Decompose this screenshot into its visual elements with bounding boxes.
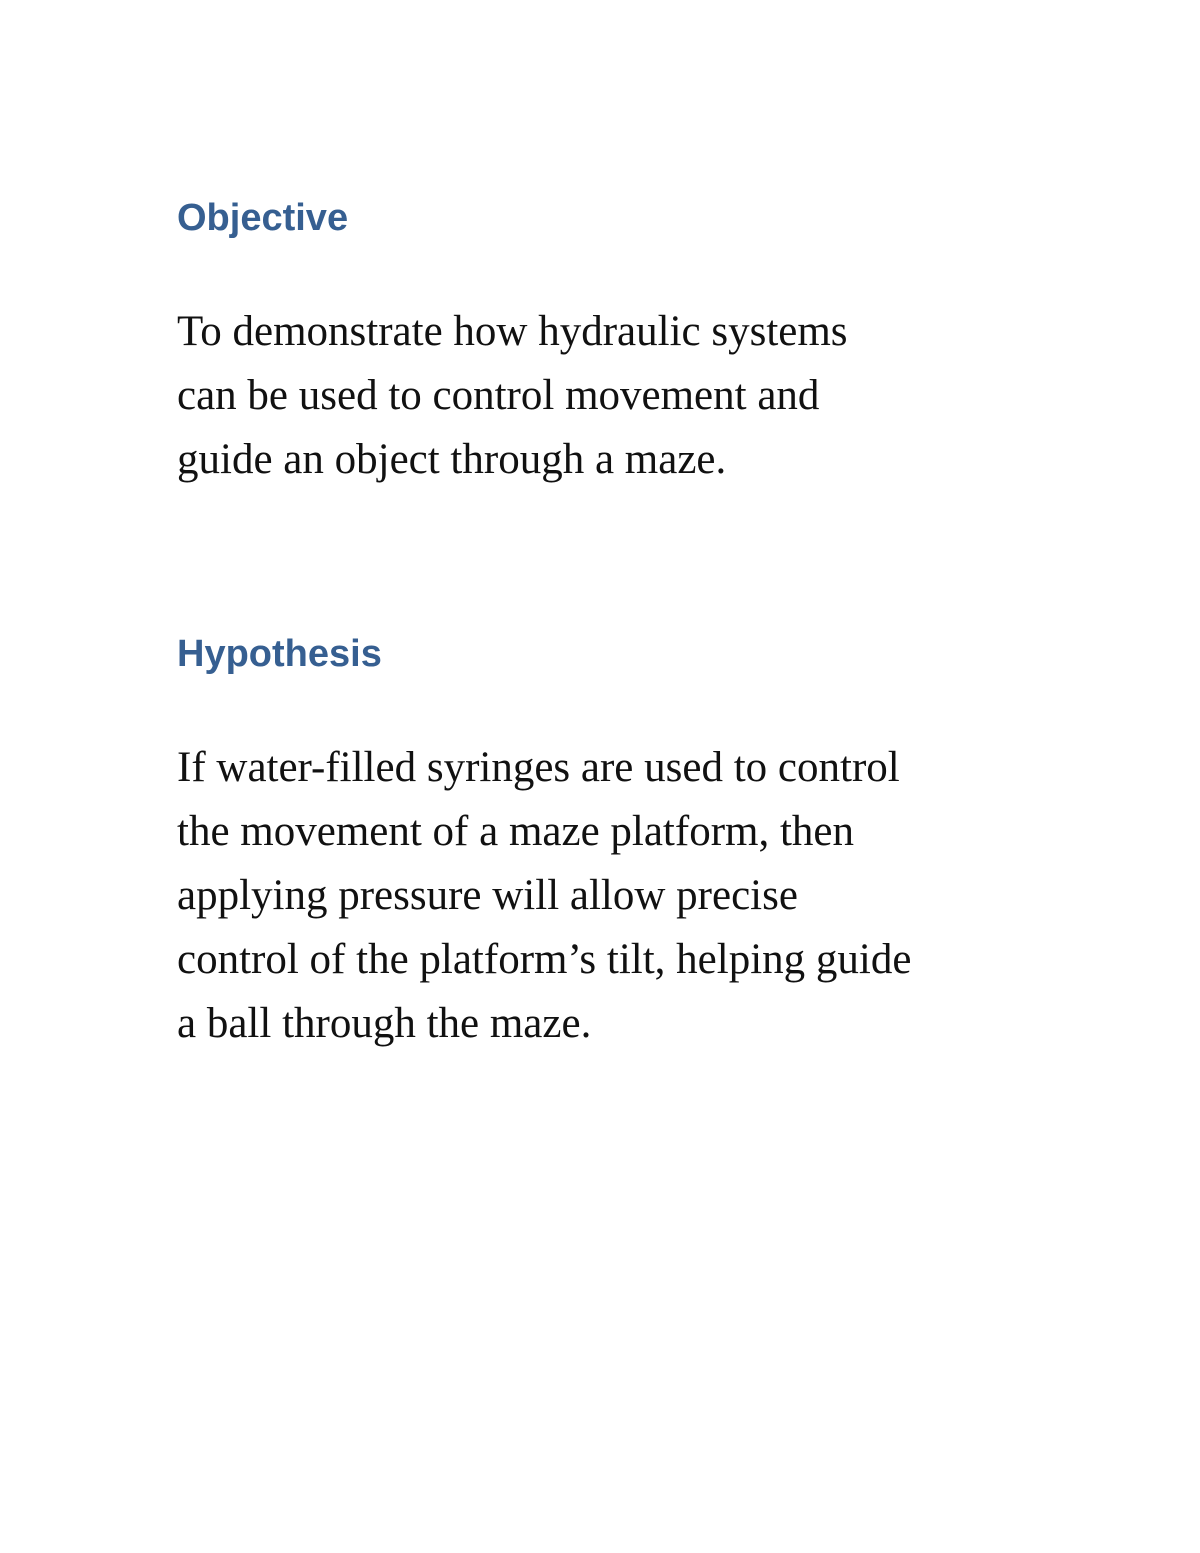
paragraph-line: the movement of a maze platform, then [177,808,854,855]
paragraph-line: control of the platform’s tilt, helping guide [177,936,912,983]
objective-paragraph [177,300,848,492]
hypothesis-paragraph [177,736,911,1056]
paragraph-line: a ball through the maze. [177,1000,592,1047]
paragraph-line: guide an object through a maze. [177,436,727,483]
section-heading-objective: Objective [177,197,349,239]
section-heading-hypothesis: Hypothesis [177,633,382,675]
paragraph-line: To demonstrate how hydraulic systems [177,308,848,355]
paragraph-line: If water-filled syringes are used to control [177,744,900,791]
paragraph-line: can be used to control movement and [177,372,820,419]
paragraph-line: applying pressure will allow precise [177,872,798,919]
